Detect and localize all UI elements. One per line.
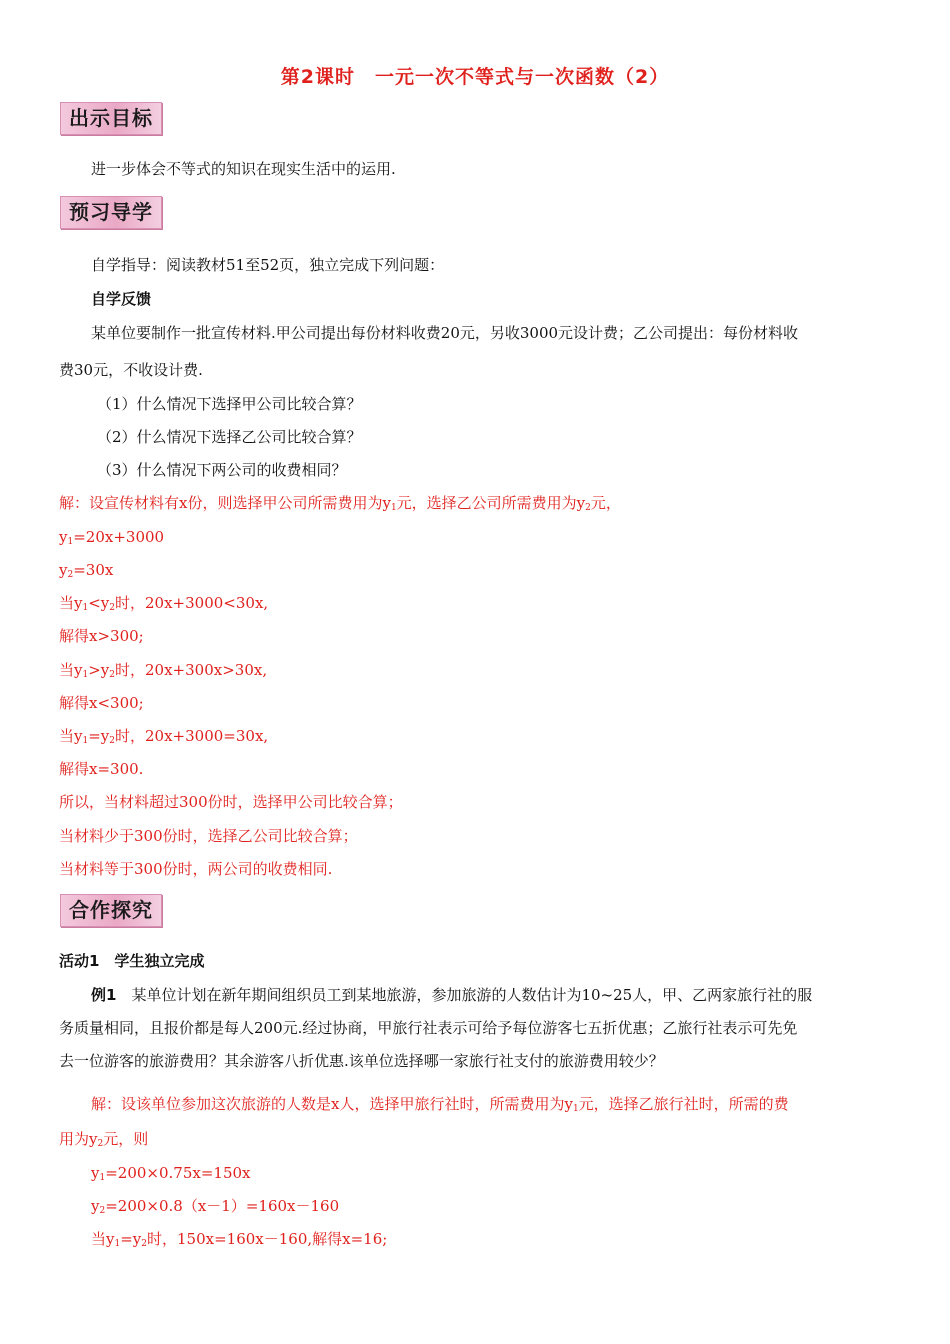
solution1-result-2: 解得x<300; — [59, 694, 144, 712]
example-label: 例1 — [91, 986, 117, 1004]
solution2-line2: 用为$y_2$元，则 — [59, 1130, 149, 1149]
question-2: （2）什么情况下选择乙公司比较合算？ — [97, 428, 362, 446]
problem-text-line2: 费30元，不收设计费. — [59, 361, 203, 379]
solution2-line1: 解：设该单位参加这次旅游的人数是x人，选择甲旅行社时，所需费用为$y_1$元，选择乙旅行社时，所需的费 — [91, 1095, 789, 1114]
solution1-conclusion-2: 当材料少于300份时，选择乙公司比较合算； — [59, 827, 358, 845]
feedback-heading: 自学反馈 — [91, 290, 152, 308]
activity-heading: 活动1 学生独立完成 — [59, 952, 205, 970]
solution1-equation-y1: $y_1=20x+3000$ — [59, 528, 165, 547]
problem-text-line1: 某单位要制作一批宣传材料.甲公司提出每份材料收费20元，另收3000元设计费；乙公司提出：每份材料收 — [91, 324, 799, 342]
solution1-result-3: 解得x=300. — [59, 760, 144, 778]
section-banner-explore: 合作探究 — [60, 894, 162, 927]
self-study-guide: 自学指导：阅读教材51至52页，独立完成下列问题： — [91, 256, 445, 274]
example-line3: 去一位游客的旅游费用？其余游客八折优惠.该单位选择哪一家旅行社支付的旅游费用较少？ — [59, 1052, 664, 1070]
objective-text: 进一步体会不等式的知识在现实生活中的运用. — [91, 160, 396, 178]
solution2-equation-y2: $y_2=200\times 0.8(x-1)=160x-160$ — [91, 1197, 340, 1216]
solution2-equation-equal: 当$y_1=y_2$时，150x=160x－160,解得x=16; — [91, 1230, 388, 1249]
section-banner-preview: 预习导学 — [60, 196, 162, 229]
solution1-result-1: 解得x>300; — [59, 627, 144, 645]
solution1-conclusion-1: 所以，当材料超过300份时，选择甲公司比较合算； — [59, 793, 403, 811]
section-banner-objective: 出示目标 — [60, 102, 162, 135]
solution1-equation-y2: $y_2=30x$ — [59, 561, 114, 580]
solution1-intro: 解：设宣传材料有x份，则选择甲公司所需费用为$y_1$元，选择乙公司所需费用为$y_2$元， — [59, 494, 621, 513]
page-title: 第2课时 一元一次不等式与一次函数（2） — [280, 66, 670, 88]
solution2-equation-y1: $y_1=200\times 0.75x=150x$ — [91, 1164, 251, 1183]
solution1-case-greater: 当$y_1>y_2$时，20x+300x>30x, — [59, 661, 268, 680]
solution1-case-equal: 当$y_1=y_2$时，20x+3000=30x, — [59, 727, 269, 746]
example-line2: 务质量相同，且报价都是每人200元.经过协商，甲旅行社表示可给予每位游客七五折优惠；乙旅行社表示可先免 — [59, 1019, 798, 1037]
solution1-case-less: 当$y_1<y_2$时，20x+3000<30x, — [59, 594, 269, 613]
solution1-conclusion-3: 当材料等于300份时，两公司的收费相同. — [59, 860, 333, 878]
example-line1: 例1 某单位计划在新年期间组织员工到某地旅游，参加旅游的人数估计为10~25人，甲、乙两家旅行社的服 — [91, 986, 813, 1004]
question-3: （3）什么情况下两公司的收费相同？ — [97, 461, 347, 479]
question-1: （1）什么情况下选择甲公司比较合算？ — [97, 395, 362, 413]
